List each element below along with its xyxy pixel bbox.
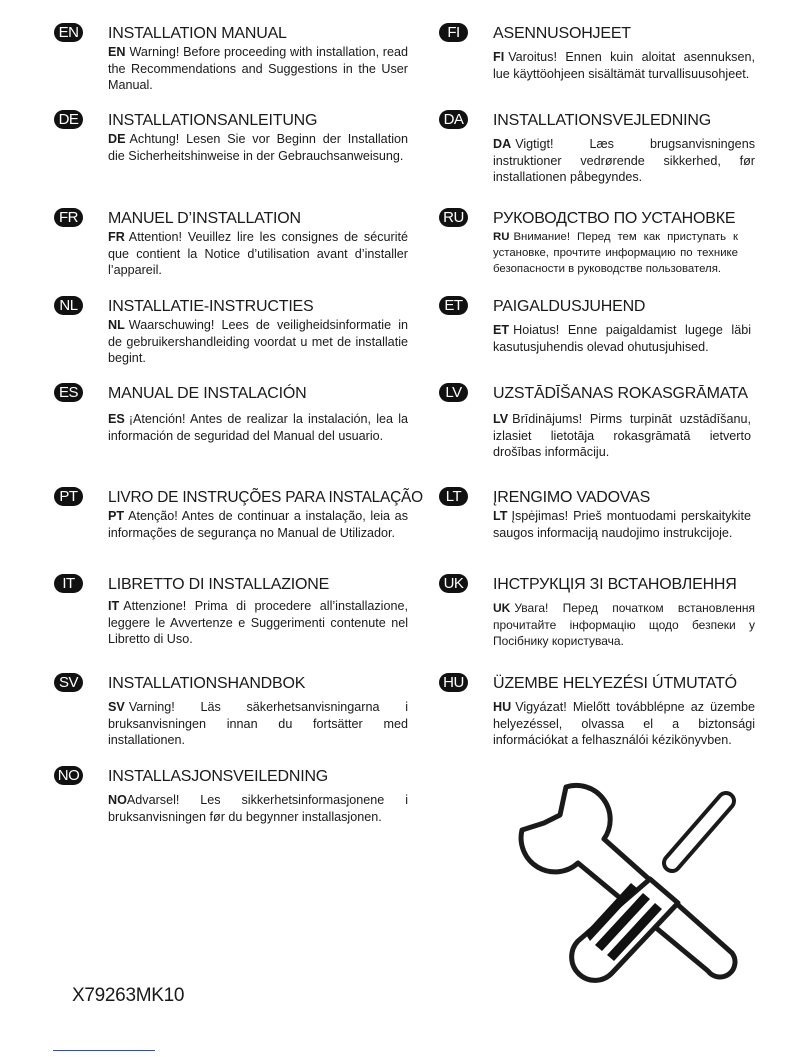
- section-title-fi: ASENNUSOHJEET: [493, 25, 631, 42]
- footer-divider: [53, 1050, 155, 1051]
- language-code-es: ES: [108, 412, 125, 426]
- language-badge-pt: PT: [54, 487, 83, 506]
- warning-text-nl: Waarschuwing! Lees de veiligheidsinformatie in de gebruikershandleiding voordat u met de installatie begint.: [108, 318, 408, 365]
- section-es: [58, 384, 408, 444]
- language-code-uk: UK: [493, 601, 511, 615]
- language-badge-fi: FI: [439, 23, 468, 42]
- section-title-uk: ІНСТРУКЦІЯ ЗІ ВСТАНОВЛЕННЯ: [493, 576, 737, 593]
- warning-text-no: Advarsel! Les sikkerhetsinformasjonene i bruksanvisningen før du begynner installasjonen.: [108, 793, 408, 824]
- warning-text-en: Warning! Before proceeding with installation, read the Recommendations and Suggestions in the User Manual.: [108, 45, 408, 92]
- section-text-ru: [493, 229, 738, 277]
- warning-text-uk: Увага! Перед початком встановлення прочитайте інформацію щодо безпеки у Посібнику користувача.: [493, 601, 755, 648]
- language-badge-fr: FR: [54, 208, 83, 227]
- language-badge-es: ES: [54, 383, 83, 402]
- section-text-nl: [108, 317, 408, 367]
- section-title-it: LIBRETTO DI INSTALLAZIONE: [108, 576, 330, 593]
- language-code-sv: SV: [108, 700, 125, 714]
- wrench-screwdriver-icon: [500, 775, 760, 990]
- section-title-no: INSTALLASJONSVEILEDNING: [108, 768, 329, 785]
- warning-text-fi: Varoitus! Ennen kuin aloitat asennuksen, lue käyttöohjeen sisältämät turvallisuusohjeet.: [493, 50, 755, 81]
- language-code-nl: NL: [108, 318, 125, 332]
- language-badge-sv: SV: [54, 673, 83, 692]
- warning-text-ru: Внимание! Перед тем как приступать к установке, прочтите информацию по технике безопасности в руководстве пользователя.: [493, 231, 738, 275]
- language-badge-de: DE: [54, 110, 83, 129]
- section-en: [58, 24, 408, 94]
- section-text-sv: [108, 699, 408, 749]
- section-text-et: [493, 322, 751, 355]
- section-text-en: [108, 44, 408, 94]
- language-code-no: NO: [108, 793, 127, 807]
- section-title-ru: РУКОВОДСТВО ПО УСТАНОВКЕ: [493, 210, 736, 227]
- language-badge-nl: NL: [54, 296, 83, 315]
- warning-text-lv: Brīdinājums! Pirms turpināt uzstādīšanu, izlasiet lietotāja rokasgrāmatā ietverto drošības informāciju.: [493, 412, 751, 459]
- language-badge-et: ET: [439, 296, 468, 315]
- section-text-hu: [493, 699, 755, 749]
- document-number: X79263MK10: [72, 985, 185, 1006]
- section-title-pt: LIVRO DE INSTRUÇÕES PARA INSTALAÇÃO: [108, 489, 423, 506]
- section-nl: [59, 297, 408, 367]
- section-it: [62, 575, 408, 648]
- section-text-lt: [493, 508, 751, 541]
- section-text-da: [493, 136, 755, 186]
- section-text-it: [108, 598, 408, 648]
- section-text-fr: [108, 229, 408, 279]
- warning-text-da: Vigtigt! Læs brugsanvisningens instruktioner vedrørende sikkerhed, før installationen påbegyndes.: [493, 137, 755, 184]
- language-code-et: ET: [493, 323, 510, 337]
- section-de: [58, 111, 408, 164]
- section-title-da: INSTALLATIONSVEJLEDNING: [493, 112, 711, 129]
- language-code-de: DE: [108, 132, 126, 146]
- language-badge-en: EN: [54, 23, 83, 42]
- section-title-hu: ÜZEMBE HELYEZÉSI ÚTMUTATÓ: [493, 675, 737, 692]
- warning-text-it: Attenzione! Prima di procedere all’installazione, leggere le Avvertenze e Suggerimenti contenute nel Libretto di Uso.: [108, 599, 408, 646]
- section-title-lv: UZSTĀDĪŠANAS ROKASGRĀMATA: [493, 385, 748, 402]
- section-fi: [447, 24, 755, 82]
- section-lv: [445, 384, 751, 461]
- language-badge-lt: LT: [439, 487, 468, 506]
- section-ru: [443, 209, 738, 277]
- section-da: [443, 111, 755, 186]
- section-et: [444, 297, 751, 355]
- language-code-pt: PT: [108, 509, 125, 523]
- language-badge-ru: RU: [439, 208, 468, 227]
- section-hu: [443, 674, 755, 749]
- section-text-fi: [493, 49, 755, 82]
- language-code-fr: FR: [108, 230, 125, 244]
- warning-text-es: ¡Atención! Antes de realizar la instalación, lea la información de seguridad del Manual del usuario.: [108, 412, 408, 443]
- section-title-lt: ĮRENGIMO VADOVAS: [493, 489, 651, 506]
- warning-text-fr: Attention! Veuillez lire les consignes de sécurité que contient la Notice d’utilisation avant d’installer l’appareil.: [108, 230, 408, 277]
- warning-text-lt: Įspėjimas! Prieš montuodami perskaitykite saugos informaciją naudojimo instrukcijoje.: [493, 509, 751, 540]
- language-code-fi: FI: [493, 50, 505, 64]
- section-fr: [59, 209, 408, 279]
- language-code-en: EN: [108, 45, 126, 59]
- section-title-et: PAIGALDUSJUHEND: [493, 298, 646, 315]
- language-badge-lv: LV: [439, 383, 468, 402]
- section-title-de: INSTALLATIONSANLEITUNG: [108, 112, 318, 129]
- warning-text-et: Hoiatus! Enne paigaldamist lugege läbi kasutusjuhendis olevad ohutusjuhised.: [493, 323, 751, 354]
- section-text-lv: [493, 411, 751, 461]
- section-lt: [445, 488, 751, 541]
- language-code-lv: LV: [493, 412, 509, 426]
- section-text-uk: [493, 600, 755, 650]
- language-code-it: IT: [108, 599, 120, 613]
- section-pt: [59, 488, 423, 541]
- language-badge-no: NO: [54, 766, 83, 785]
- section-title-sv: INSTALLATIONSHANDBOK: [108, 675, 306, 692]
- section-text-es: [108, 411, 408, 444]
- language-badge-da: DA: [439, 110, 468, 129]
- warning-text-hu: Vigyázat! Mielőtt továbblépne az üzembe helyezéssel, olvassa el a biztonsági információkat a felhasználói kézikönyvben.: [493, 700, 755, 747]
- language-badge-hu: HU: [439, 673, 468, 692]
- warning-text-de: Achtung! Lesen Sie vor Beginn der Installation die Sicherheitshinweise in der Gebrauchsanweisung.: [108, 132, 408, 163]
- section-text-de: [108, 131, 408, 164]
- language-badge-it: IT: [54, 574, 83, 593]
- warning-text-pt: Atenção! Antes de continuar a instalação, leia as informações de segurança no Manual de Utilizador.: [108, 509, 408, 540]
- section-uk: [443, 575, 755, 650]
- section-text-pt: [108, 508, 408, 541]
- section-no: [57, 767, 408, 825]
- warning-text-sv: Varning! Läs säkerhetsanvisningarna i bruksanvisningen innan du fortsätter med installationen.: [108, 700, 408, 747]
- language-code-lt: LT: [493, 509, 508, 523]
- section-title-fr: MANUEL D’INSTALLATION: [108, 210, 301, 227]
- section-text-no: [108, 792, 408, 825]
- language-code-hu: HU: [493, 700, 512, 714]
- language-code-ru: RU: [493, 231, 510, 243]
- section-title-en: INSTALLATION MANUAL: [108, 25, 287, 42]
- language-code-da: DA: [493, 137, 512, 151]
- section-title-es: MANUAL DE INSTALACIÓN: [108, 385, 307, 402]
- section-title-nl: INSTALLATIE-INSTRUCTIES: [108, 298, 314, 315]
- language-badge-uk: UK: [439, 574, 468, 593]
- section-sv: [58, 674, 408, 749]
